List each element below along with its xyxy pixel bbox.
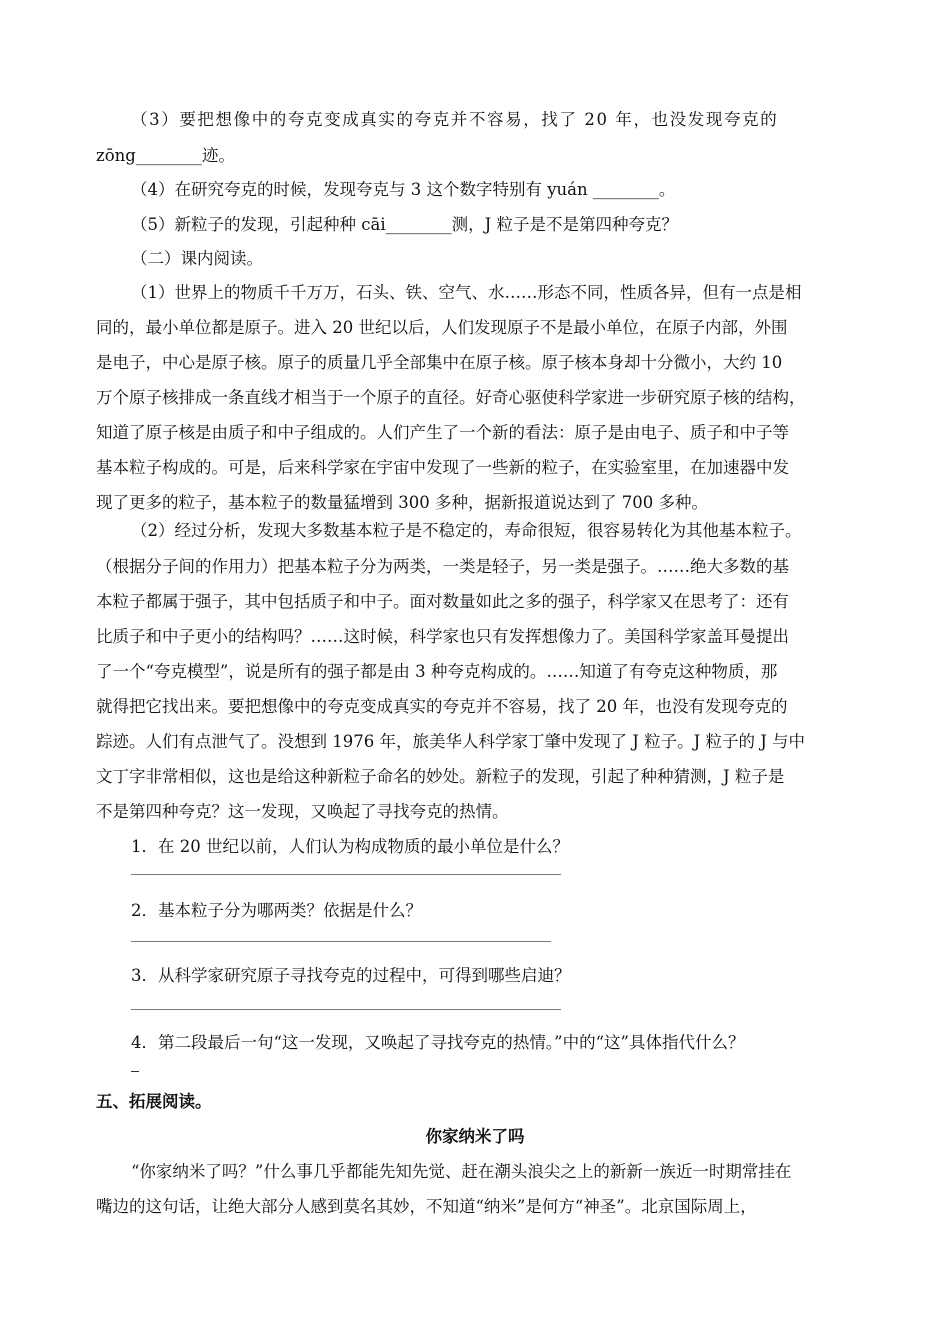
question-1: 1．在 20 世纪以前，人们认为构成物质的最小单位是什么？ — [131, 837, 569, 856]
question-3: 3．从科学家研究原子寻找夸克的过程中，可得到哪些启迪？ — [131, 966, 571, 985]
passage-p1-line: 同的，最小单位都是原子。进入 20 世纪以后，人们发现原子不是最小单位，在原子内部，外围 — [96, 318, 788, 337]
passage-p2-line: 就得把它找出来。要把想像中的夸克变成真实的夸克并不容易，找了 20 年，也没有发现夸克的 — [96, 697, 788, 716]
fill-item-3-line1 — [0, 106, 950, 130]
fill-item-3-text-end: 迹。 — [201, 146, 235, 165]
passage-p2-line: 比质子和中子更小的结构吗？……这时候，科学家也只有发挥想像力了。美国科学家盖耳曼提出 — [96, 627, 789, 646]
fill-item-5: （5）新粒子的发现，引起种种 cāi________测，J 粒子是不是第四种夸克？ — [131, 215, 678, 234]
passage-p1-line: （1）世界上的物质千千万万，石头、铁、空气、水……形态不同，性质各异，但有一点是相 — [131, 283, 802, 302]
answer-line-2[interactable] — [131, 941, 551, 942]
article-line: 嘴边的这句话，让绝大部分人感到莫名其妙，不知道“纳米”是何方“神圣”。北京国际周上， — [96, 1197, 757, 1216]
answer-line-1[interactable] — [131, 874, 561, 875]
passage-p2-line: 本粒子都属于强子，其中包括质子和中子。面对数量如此之多的强子，科学家又在思考了：还有 — [96, 592, 789, 611]
passage-p1-line: 现了更多的粒子，基本粒子的数量猛增到 300 多种，据新报道说达到了 700 多种。 — [96, 493, 708, 512]
passage-p2-line: 了一个“夸克模型”，说是所有的强子都是由 3 种夸克构成的。……知道了有夸克这种物质，那 — [96, 662, 778, 681]
question-4: 4．第二段最后一句“这一发现，又唤起了寻找夸克的热情。”中的“这”具体指代什么？ — [131, 1033, 745, 1052]
question-2: 2．基本粒子分为哪两类？依据是什么？ — [131, 901, 422, 920]
answer-line-4[interactable] — [131, 1071, 139, 1072]
passage-p1-line: 是电子，中心是原子核。原子的质量几乎全部集中在原子核。原子核本身却十分微小，大约 10 — [96, 353, 783, 372]
fill-item-3-text: 要把想像中的夸克变成真实的夸克并不容易，找了 20 年，也没发现夸克的 — [179, 110, 779, 129]
article-line: “你家纳米了吗？”什么事几乎都能先知先觉、赶在潮头浪尖之上的新新一族近一时期常挂在 — [131, 1162, 792, 1181]
passage-p2-line: （2）经过分析，发现大多数基本粒子是不稳定的，寿命很短，很容易转化为其他基本粒子。 — [131, 521, 802, 540]
passage-p2-line: 文丁字非常相似，这也是给这种新粒子命名的妙处。新粒子的发现，引起了种种猜测，J 粒子是 — [96, 767, 785, 786]
passage-p2-line: （根据分子间的作用力）把基本粒子分为两类，一类是轻子，另一类是强子。……绝大多数的基 — [96, 557, 789, 576]
passage-p1-line: 知道了原子核是由质子和中子组成的。人们产生了一个新的看法：原子是由电子、质子和中子等 — [96, 423, 789, 442]
passage-p1-line: 万个原子核排成一条直线才相当于一个原子的直径。好奇心驱使科学家进一步研究原子核的结构， — [96, 388, 806, 407]
article-title: 你家纳米了吗 — [425, 1127, 525, 1146]
section-5-heading: 五、拓展阅读。 — [96, 1092, 212, 1111]
passage-p2-line: 不是第四种夸克？这一发现，又唤起了寻找夸克的热情。 — [96, 802, 509, 821]
fill-item-4: （4）在研究夸克的时候，发现夸克与 3 这个数字特别有 yuán ________。 — [131, 180, 676, 199]
fill-item-3-pinyin: zōng — [96, 146, 136, 165]
fill-item-3-number: （3） — [131, 110, 180, 129]
passage-p2-line: 踪迹。人们有点泄气了。没想到 1976 年，旅美华人科学家丁肇中发现了 J 粒子。J 粒子的 J 与中 — [96, 732, 806, 751]
fill-item-3-line2 — [0, 142, 950, 166]
passage-p1-line: 基本粒子构成的。可是，后来科学家在宇宙中发现了一些新的粒子，在实验室里，在加速器中发 — [96, 458, 789, 477]
section-2-title: （二）课内阅读。 — [131, 249, 263, 268]
answer-line-3[interactable] — [131, 1009, 561, 1010]
fill-item-3-blank[interactable]: ________ — [135, 146, 202, 165]
